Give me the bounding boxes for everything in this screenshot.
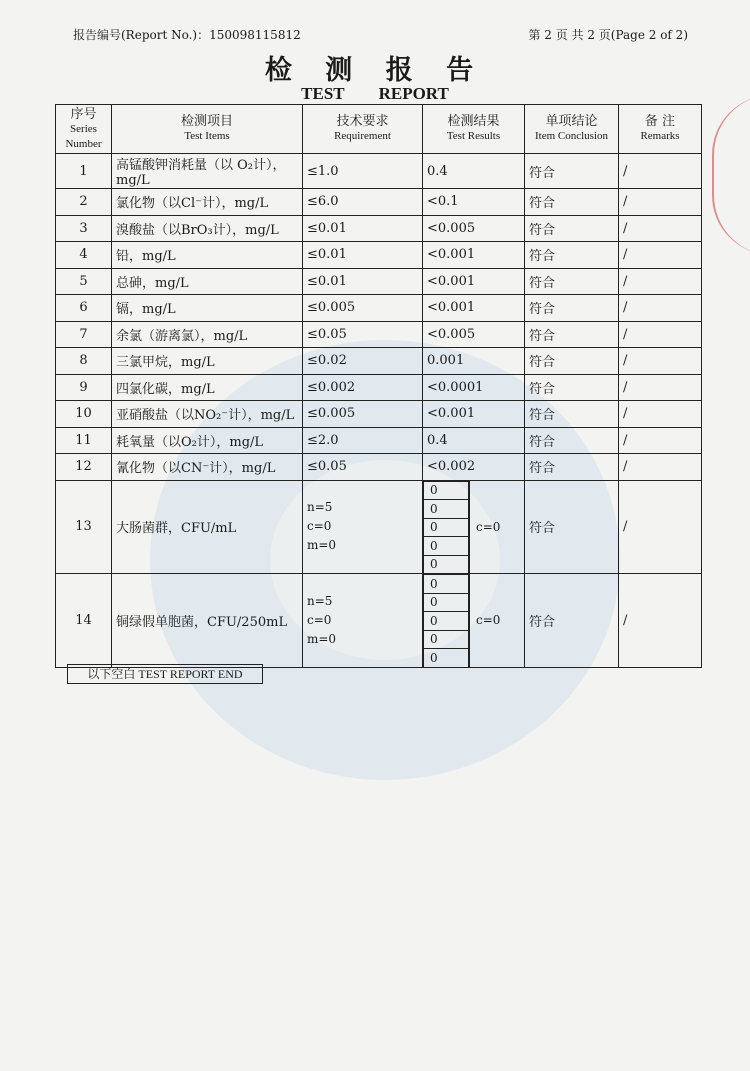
sample-value: 0: [424, 612, 469, 631]
table-row-micro: [56, 574, 702, 668]
test-item: 溴酸盐（以BrO₃计），mg/L: [112, 215, 303, 242]
requirement: ≤0.005: [303, 295, 423, 322]
requirement: ≤1.0: [303, 154, 423, 189]
row-number: 11: [56, 427, 112, 454]
remark: /: [619, 321, 702, 348]
row-number: 1: [56, 154, 112, 189]
table-row: [56, 242, 702, 269]
col-requirement: 技术要求 Requirement: [303, 105, 423, 154]
row-number: 8: [56, 348, 112, 375]
results-table: [55, 104, 702, 668]
result-c: c=0: [476, 613, 501, 628]
row-number: 2: [56, 189, 112, 216]
remark: /: [619, 480, 702, 574]
param-m: m=0: [307, 538, 337, 553]
requirement: ≤0.01: [303, 268, 423, 295]
conclusion: 符合: [525, 574, 619, 668]
remark: /: [619, 374, 702, 401]
remark: /: [619, 295, 702, 322]
test-result: <0.0001: [423, 374, 525, 401]
test-result-group: [423, 480, 525, 574]
remark: /: [619, 189, 702, 216]
test-item: 铜绿假单胞菌，CFU/250mL: [112, 574, 303, 668]
table-row: [56, 154, 702, 189]
table-row: [56, 374, 702, 401]
test-result: 0.4: [423, 154, 525, 189]
table-row: [56, 348, 702, 375]
remark: /: [619, 401, 702, 428]
col-item-conclusion: 单项结论 Item Conclusion: [525, 105, 619, 154]
conclusion: 符合: [525, 321, 619, 348]
row-number: 9: [56, 374, 112, 401]
conclusion: 符合: [525, 154, 619, 189]
conclusion: 符合: [525, 295, 619, 322]
requirement: ≤0.005: [303, 401, 423, 428]
conclusion: 符合: [525, 427, 619, 454]
row-number: 12: [56, 454, 112, 481]
test-item: 氯化物（以Cl⁻计），mg/L: [112, 189, 303, 216]
test-item: 三氯甲烷，mg/L: [112, 348, 303, 375]
sample-value: 0: [424, 649, 469, 667]
col-test-results: 检测结果 Test Results: [423, 105, 525, 154]
requirement: ≤2.0: [303, 427, 423, 454]
table-row: [56, 189, 702, 216]
row-number: 5: [56, 268, 112, 295]
test-result: 0.001: [423, 348, 525, 375]
remark: /: [619, 427, 702, 454]
remark: /: [619, 574, 702, 668]
row-number: 4: [56, 242, 112, 269]
remark: /: [619, 215, 702, 242]
col-remarks: 备 注 Remarks: [619, 105, 702, 154]
test-result: <0.001: [423, 295, 525, 322]
page-indicator: 第 2 页 共 2 页(Page 2 of 2): [528, 28, 688, 42]
table-row: [56, 401, 702, 428]
test-item: 余氯（游离氯），mg/L: [112, 321, 303, 348]
test-result: <0.002: [423, 454, 525, 481]
row-number: 13: [56, 480, 112, 574]
requirement-params: [303, 574, 423, 668]
conclusion: 符合: [525, 374, 619, 401]
test-item: 高锰酸钾消耗量（以 O₂计），mg/L: [112, 154, 303, 189]
row-number: 10: [56, 401, 112, 428]
table-row: [56, 215, 702, 242]
requirement: ≤0.01: [303, 242, 423, 269]
title-chinese: 检 测 报 告: [264, 55, 486, 86]
conclusion: 符合: [525, 348, 619, 375]
requirement: ≤0.05: [303, 454, 423, 481]
remark: /: [619, 348, 702, 375]
conclusion: 符合: [525, 268, 619, 295]
test-result: <0.005: [423, 215, 525, 242]
test-result-group: [423, 574, 525, 668]
conclusion: 符合: [525, 189, 619, 216]
table-row: [56, 295, 702, 322]
report-number: 报告编号(Report No.)：150098115812: [73, 28, 301, 42]
row-number: 14: [56, 574, 112, 668]
param-c: c=0: [307, 519, 332, 534]
conclusion: 符合: [525, 454, 619, 481]
red-stamp-edge: [712, 95, 750, 255]
col-test-items: 检测项目 Test Items: [112, 105, 303, 154]
remark: /: [619, 454, 702, 481]
end-note: 以下空白 TEST REPORT END: [67, 664, 263, 684]
table-header-row: [56, 105, 702, 154]
test-item: 耗氧量（以O₂计），mg/L: [112, 427, 303, 454]
sample-value: 0: [424, 518, 469, 537]
table-row: [56, 454, 702, 481]
conclusion: 符合: [525, 215, 619, 242]
param-n: n=5: [307, 593, 333, 608]
requirement-params: [303, 480, 423, 574]
sample-value: 0: [424, 481, 469, 500]
test-item: 氰化物（以CN⁻计），mg/L: [112, 454, 303, 481]
test-result: 0.4: [423, 427, 525, 454]
sample-value: 0: [424, 555, 469, 573]
table-row: [56, 321, 702, 348]
test-item: 大肠菌群，CFU/mL: [112, 480, 303, 574]
test-item: 四氯化碳，mg/L: [112, 374, 303, 401]
sample-value: 0: [424, 575, 469, 594]
conclusion: 符合: [525, 480, 619, 574]
requirement: ≤0.01: [303, 215, 423, 242]
row-number: 3: [56, 215, 112, 242]
remark: /: [619, 242, 702, 269]
param-m: m=0: [307, 631, 337, 646]
test-result: <0.001: [423, 268, 525, 295]
requirement: ≤0.05: [303, 321, 423, 348]
remark: /: [619, 268, 702, 295]
param-c: c=0: [307, 612, 332, 627]
table-row: [56, 427, 702, 454]
requirement: ≤6.0: [303, 189, 423, 216]
result-c: c=0: [476, 519, 501, 534]
row-number: 6: [56, 295, 112, 322]
sample-value: 0: [424, 593, 469, 612]
title-english: TEST REPORT: [301, 84, 449, 103]
test-item: 镉，mg/L: [112, 295, 303, 322]
remark: /: [619, 154, 702, 189]
requirement: ≤0.002: [303, 374, 423, 401]
table-row-micro: [56, 480, 702, 574]
test-item: 铅，mg/L: [112, 242, 303, 269]
test-item: 总砷，mg/L: [112, 268, 303, 295]
requirement: ≤0.02: [303, 348, 423, 375]
sample-value: 0: [424, 630, 469, 649]
conclusion: 符合: [525, 401, 619, 428]
test-result: <0.1: [423, 189, 525, 216]
param-n: n=5: [307, 500, 333, 515]
test-result: <0.001: [423, 242, 525, 269]
conclusion: 符合: [525, 242, 619, 269]
test-result: <0.001: [423, 401, 525, 428]
sample-value: 0: [424, 500, 469, 519]
row-number: 7: [56, 321, 112, 348]
test-result: <0.005: [423, 321, 525, 348]
col-series-number: 序号 Series Number: [56, 105, 112, 154]
sample-value: 0: [424, 537, 469, 556]
test-item: 亚硝酸盐（以NO₂⁻计），mg/L: [112, 401, 303, 428]
table-row: [56, 268, 702, 295]
